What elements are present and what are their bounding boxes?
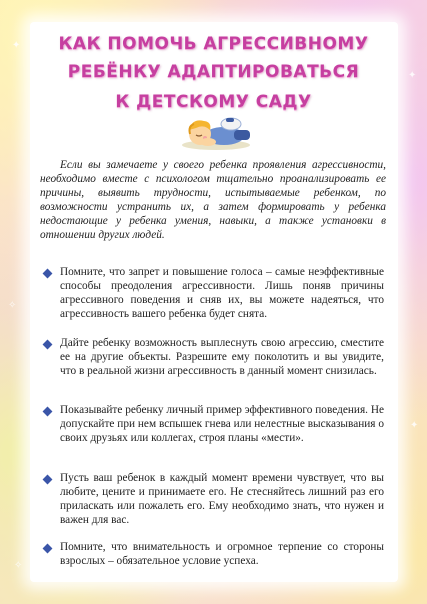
page-title-line-1: КАК ПОМОЧЬ АГРЕССИВНОМУ <box>58 34 369 54</box>
sparkle-decoration: ✦ <box>408 70 417 81</box>
sparkle-decoration: ✧ <box>14 560 23 571</box>
page-title-line-2: РЕБЁНКУ АДАПТИРОВАТЬСЯ <box>67 62 360 82</box>
sleeping-child-illustration <box>176 112 252 152</box>
advice-item-3: Показывайте ребенку личный пример эффективного поведения. Не допускайте при нем вспышек гнева или нелестные высказывания о своих друзьях или коллегах, строя планы «мести». <box>60 404 384 444</box>
advice-item-4: Пусть ваш ребенок в каждый момент времени чувствует, что вы любите, цените и принимаете его. Не стесняйтесь лишний раз его приласкать или пожалеть его. Ему необходимо знать, что нужен и важен для вас. <box>60 472 384 526</box>
advice-item-5: Помните, что внимательность и огромное терпение со стороны взрослых – обязательное условие успеха. <box>60 541 384 567</box>
page-title-line-3: К ДЕТСКОМУ САДУ <box>115 92 312 112</box>
advice-item-1: Помните, что запрет и повышение голоса – самые неэффективные способы преодоления агрессивности. Лишь поняв причины агрессивного поведения и сняв их, вы можете надеяться, что агрессивность вашего ребенка будет снята. <box>60 266 384 320</box>
sparkle-decoration: ✧ <box>8 300 17 311</box>
advice-item-2: Дайте ребенку возможность выплеснуть свою агрессию, сместите ее на другие объекты. Разрешите ему поколотить и вы увидите, что в реальной жизни агрессивность в данный момент снизилась. <box>60 337 384 377</box>
sparkle-decoration: ✦ <box>410 420 419 431</box>
intro-paragraph: Если вы замечаете у своего ребенка проявления агрессивности, необходимо вместе с психологом тщательно проанализировать ее причины, выявить трудности, испытываемые ребенком, по возможности устранить их, а затем формировать у ребенка недостающие у ребенка умения, навыки, а также установки в отношении других людей. <box>40 159 386 241</box>
sparkle-decoration: ✦ <box>12 40 21 51</box>
